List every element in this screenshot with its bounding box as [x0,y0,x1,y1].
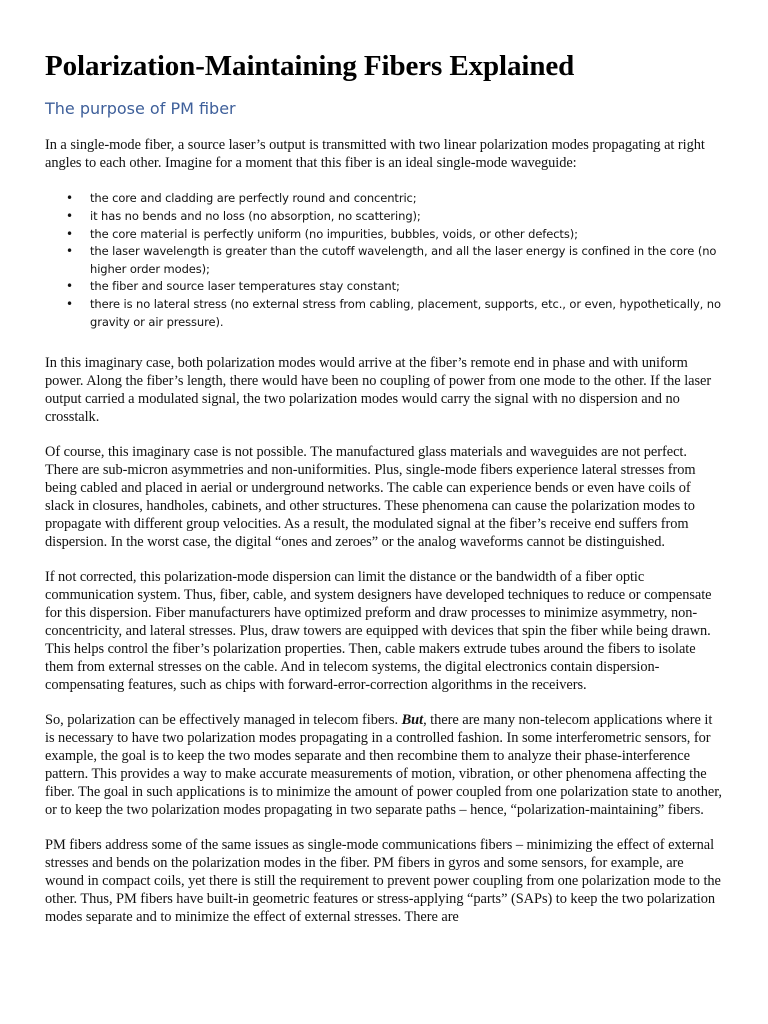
article-title: Polarization-Maintaining Fibers Explained [45,50,575,82]
paragraph-lead: So, polarization can be effectively managed in telecom fibers. [45,712,402,729]
ideal-fiber-list [45,190,723,331]
paragraph-non-telecom [45,712,723,819]
list-item: • the core and cladding are perfectly round and concentric; [90,190,723,208]
emphasis-but: But [401,712,424,729]
paragraph-dispersion-correction: If not corrected, this polarization-mode dispersion can limit the distance or the bandwidth of a fiber optic communication system. Thus, fiber, cable, and system designers have developed techniques to reduce or compensate for this dispersion. Fiber manufacturers have optimized preform and draw processes to minimize asymmetry, non-concentricity, and lateral stresses. Plus, draw towers are equipped with devices that spin the fiber while being drawn. This helps control the fiber’s polarization properties. Then, cable makers extrude tubes around the fibers to isolate them from external stresses on the cable. And in telecom systems, the digital electronics contain dispersion-compensating features, such as chips with forward-error-correction algorithms in the receivers. [45,569,712,693]
article [45,48,723,945]
list-item: • it has no bends and no loss (no absorption, no scattering); [90,208,723,226]
paragraph-rest: , there are many non-telecom applications where it is necessary to have two polarization modes propagating in a controlled fashion. In some interferometric sensors, for example, the goal is to keep the two modes separate and then recombine them to analyze their phase-interference pattern. This provides a way to make accurate measurements of motion, vibration, or other phenomena affecting the fiber. The goal in such applications is to minimize the amount of power coupled from one polarization state to another, or to keep the two polarization modes propagating in two separate paths – hence, “polarization-maintaining” fibers. [45,712,722,818]
paragraph-pm-fibers: PM fibers address some of the same issues as single-mode communications fibers – minimizing the effect of external stresses and bends on the polarization modes in the fiber. PM fibers in gyros and some sensors, for example, are wound in compact coils, yet there is still the requirement to prevent power coupling from one polarization mode to the other. Thus, PM fibers have built-in geometric features or stress-applying “parts” (SAPs) to keep the two polarization modes separate and to minimize the effect of external stresses. There are [45,837,721,925]
list-item: • the fiber and source laser temperatures stay constant; [90,278,723,296]
list-item: • the core material is perfectly uniform (no impurities, bubbles, voids, or other defects); [90,226,723,244]
paragraph-not-possible: Of course, this imaginary case is not possible. The manufactured glass materials and waveguides are not perfect. There are sub-micron asymmetries and non-uniformities. Plus, single-mode fibers experience lateral stresses from being cabled and placed in aerial or underground networks. The cable can experience bends or even have coils of slack in closures, handholes, cabinets, and other structures. These phenomena can cause the polarization modes to propagate with different group velocities. As a result, the modulated signal at the fiber’s receive end suffers from dispersion. In the worst case, the digital “ones and zeroes” or the analog waveforms cannot be distinguished. [45,444,696,550]
intro-paragraph: In a single-mode fiber, a source laser’s output is transmitted with two linear polarization modes propagating at right angles to each other. Imagine for a moment that this fiber is an ideal single-mode waveguide: [45,137,705,171]
article-subtitle: The purpose of PM fiber [45,99,236,118]
list-item: • there is no lateral stress (no external stress from cabling, placement, supports, etc., or even, hypothetically, no gravity or air pressure). [90,296,723,331]
paragraph-imaginary-case: In this imaginary case, both polarization modes would arrive at the fiber’s remote end in phase and with uniform power. Along the fiber’s length, there would have been no coupling of power from one mode to the other. If the laser output carried a modulated signal, the two polarization modes would carry the signal with no dispersion and no crosstalk. [45,355,712,425]
list-item: • the laser wavelength is greater than the cutoff wavelength, and all the laser energy is confined in the core (no higher order modes); [90,243,723,278]
